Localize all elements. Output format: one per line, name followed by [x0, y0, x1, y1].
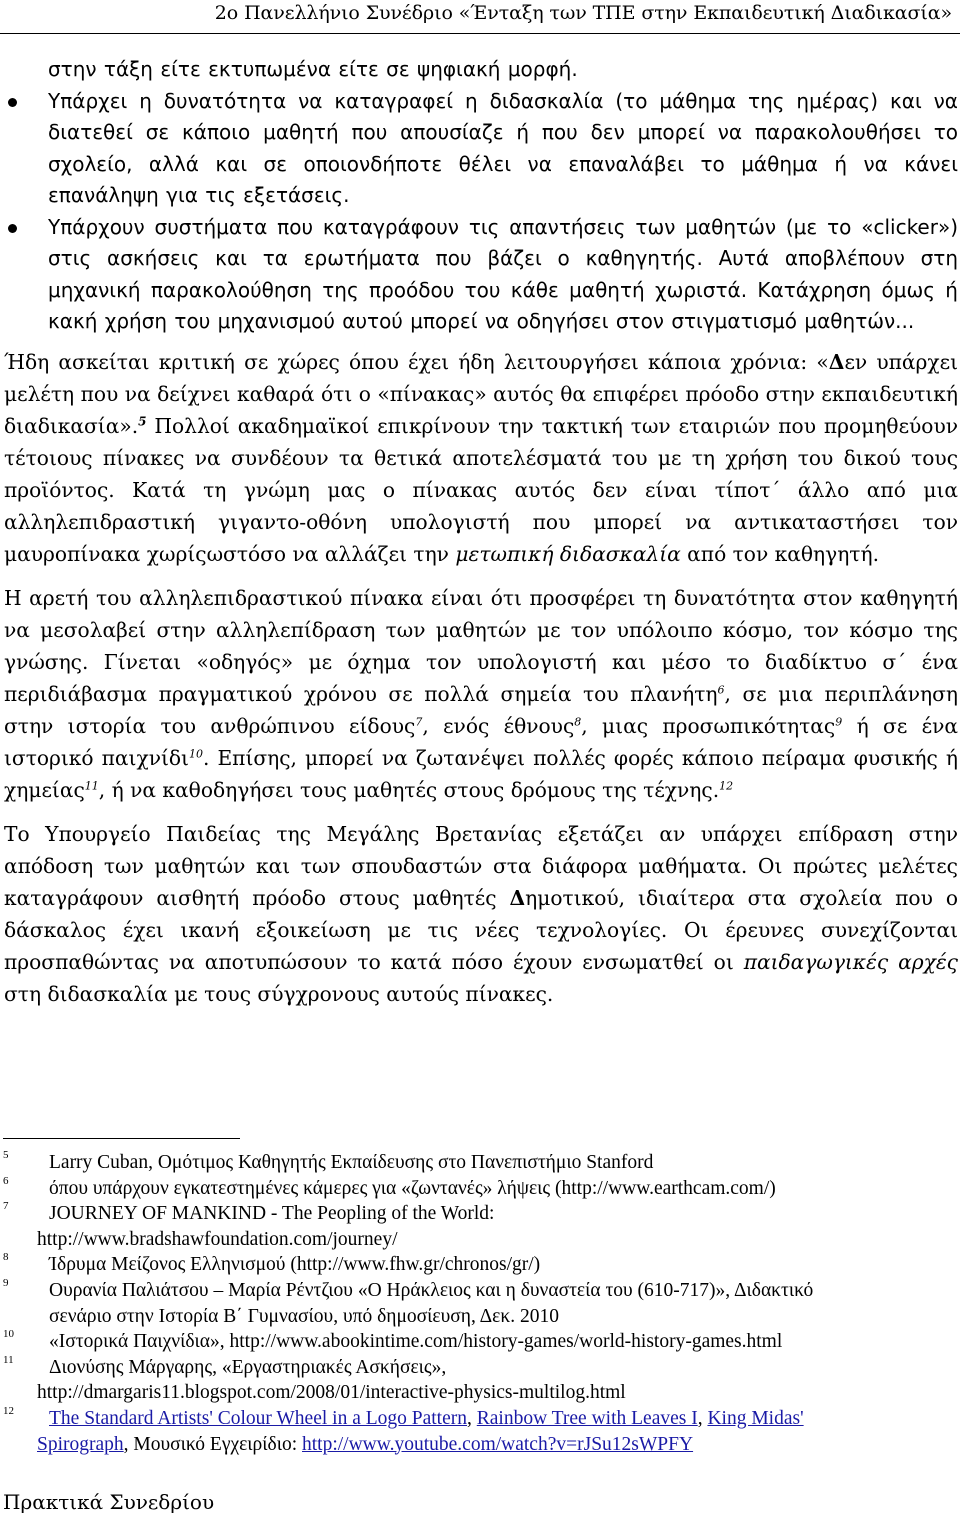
page-footer: Πρακτικά Συνεδρίου — [3, 1490, 215, 1514]
bullet-continuation: στην τάξη είτε εκτυπωμένα είτε σε ψηφιακή μορφή. — [48, 57, 578, 81]
footnote-ref-11[interactable]: 11 — [84, 778, 99, 792]
footnote-9-continuation: σενάριο στην Ιστορία Β΄ Γυμνασίου, υπό δημοσίευση, Δεκ. 2010 — [49, 1305, 559, 1327]
footnote-7-continuation: http://www.bradshawfoundation.com/journey/ — [37, 1228, 398, 1250]
footnote-text: «Ιστορικά Παιχνίδια», http://www.abookintime.com/history-games/world-history-games.html — [49, 1331, 783, 1353]
footnote-number: 7 — [3, 1200, 9, 1213]
paragraph-virtue: Η αρετή του αλληλεπιδραστικού πίνακα είναι ότι προσφέρει τη δυνατότητα στον καθηγητή να μεσολαβεί στην αλληλεπίδραση των μαθητών με τον υπόλοιπο κόσμο, τον κόσμο της γνώσης. Γίνεται «οδηγός» με όχημα τον υπολογιστή και μέσο το διαδίκτυο σ΄ ένα περιδιάβασμα πραγματικού χρόνου σε πολλά σημεία του πλανήτη$^6$, σε μια περιπλάνηση στην ιστορία του ανθρώπινου είδους$^7$, ενός έθνους$^8$, μιας προσωπικότητας$^9$ ή σε ένα ιστορικό παιχνίδι$^{10}$. Επίσης, μπορεί να ζωτανέψει πολλές φορές κάποιο πείραμα φυσικής ή χημείας$^{11}$, ή να καθοδηγήσει τους μαθητές στους δρόμους της τέχνης.$^{12}$ — [4, 585, 959, 802]
italic-term: μετωπική διδασκαλία — [455, 541, 681, 566]
bullet-text: Υπάρχουν συστήματα που καταγράφουν τις απαντήσεις των μαθητών (με το «clicker») στις ασκήσεις και τα ερωτήματα που βάζει ο καθηγητής. Αυτά αποβλέπουν στη μηχανική παρακολούθηση της προόδου του κάθε μαθητή χωριστά. Κατάχρηση όμως ή κακή χρήση του μηχανισμού αυτού μπορεί να οδηγήσει στον στιγματισμό μαθητών... — [48, 214, 958, 333]
footnote-number: 12 — [3, 1404, 14, 1417]
paragraph-criticism: Ήδη ασκείται κριτική σε χώρες όπου έχει ήδη λειτουργήσει κάποια χρόνια: «Δεν υπάρχει μελέτη που να δείχνει καθαρά ότι ο «πίνακας» αυτός θα επιφέρει πρόοδο στην εκπαιδευτική διαδικασία».$^5$ Πολλοί ακαδημαϊκοί επικρίνουν την τακτική των εταιριών που προμηθεύουν τέτοιους πίνακες να συνδέουν τα θετικά αποτελέσματά του με τη χρήση του δικού τους προϊόντος. Κατά τη γνώμη μας ο πίνακας αυτός δεν είναι τίποτ΄ άλλο από μια αλληλεπιδραστική γιγαντο-οθόνη υπολογιστή που μπορεί να αντικαταστήσει τον μαυροπίνακα χωρίςωστόσο να αλλάζει την μετωπική διδασκαλία από τον καθηγητή. — [4, 349, 958, 566]
link-spirograph[interactable]: Spirograph — [37, 1433, 124, 1455]
footnote-text: όπου υπάρχουν εγκατεστημένες κάμερες για «ζωντανές» λήψεις (http://www.earthcam.com/) — [49, 1177, 776, 1199]
footnote-text: Ίδρυμα Μείζονος Ελληνισμού (http://www.fhw.gr/chronos/gr/) — [49, 1254, 541, 1276]
footnote-12: 12 The Standard Artists' Colour Wheel in a Logo Pattern, Rainbow Tree with Leaves I, King Midas' — [0, 1406, 960, 1432]
footnote-text: Larry Cuban, Ομότιμος Καθηγητής Εκπαίδευσης στο Πανεπιστήμιο Stanford — [49, 1152, 654, 1173]
link-youtube[interactable]: http://www.youtube.com/watch?v=rJSu12sWPFY — [302, 1433, 694, 1455]
footnote-ref-7[interactable]: 7 — [415, 714, 423, 728]
bold-initial: Δ — [509, 885, 526, 910]
footnotes — [0, 1150, 960, 1457]
footnote-number: 6 — [3, 1174, 9, 1187]
footnote-number: 9 — [3, 1276, 9, 1289]
footnote-text: Διονύσης Μάργαρης, «Εργαστηριακές Ασκήσεις», — [49, 1356, 447, 1378]
bold-initial: Δ — [828, 349, 845, 374]
bullet-item-lecture-recording — [0, 86, 960, 212]
footnote-number: 10 — [3, 1328, 14, 1341]
bullet-icon — [8, 98, 17, 107]
page-body — [0, 54, 960, 1010]
running-header: 2ο Πανελλήνιο Συνέδριο «Ένταξη των ΤΠΕ στην Εκπαιδευτική Διαδικασία» — [214, 2, 952, 24]
footnote-rule — [3, 1138, 240, 1139]
footnote-ref-6[interactable]: 6 — [717, 682, 725, 696]
footnote-number: 11 — [3, 1353, 14, 1366]
footnote-7 — [0, 1201, 960, 1227]
footnote-6 — [0, 1176, 960, 1202]
link-king-midas[interactable]: King Midas' — [707, 1407, 804, 1429]
bullet-item-clicker — [0, 212, 960, 338]
paragraph-ministry: Το Υπουργείο Παιδείας της Μεγάλης Βρετανίας εξετάζει αν υπάρχει επίδραση στην απόδοση των μαθητών και των σπουδαστών στα διάφορα μαθήματα. Οι πρώτες μελέτες καταγράφουν αισθητή πρόοδο στους μαθητές Δημοτικού, ιδιαίτερα στα σχολεία που ο δάσκαλος έχει ικανή εξοικείωση με τις νέες τεχνολογίες. Οι έρευνες συνεχίζονται προσπαθώντας να αποτυπώσουν το κατά πόσο έχουν ενσωματθεί οι παιδαγωγικές αρχές στη διδασκαλία με τους σύγχρονους αυτούς πίνακες. — [4, 821, 958, 1006]
footnote-ref-12[interactable]: 12 — [719, 778, 734, 792]
bullet-icon — [8, 224, 17, 233]
footnote-number: 5 — [3, 1149, 9, 1161]
footnote-11-continuation: http://dmargaris11.blogspot.com/2008/01/interactive-physics-multilog.html — [37, 1382, 626, 1404]
footnote-5 — [0, 1150, 960, 1176]
footnote-11 — [0, 1355, 960, 1381]
bullet-text: Υπάρχει η δυνατότητα να καταγραφεί η διδασκαλία (το μάθημα της ημέρας) και να διατεθεί σε κάποιο μαθητή που απουσίαζε ή που δεν μπορεί να παρακολουθήσει το σχολείο, αλλά και σε οποιονδήποτε θέλει να επαναλάβει το μάθημα ή να κάνει επανάληψη για τις εξετάσεις. — [48, 88, 958, 207]
footnote-text: Ουρανία Παλιάτσου – Μαρία Ρέντζιου «Ο Ηράκλειος και η δυναστεία του (610-717)», Διδακτικό — [49, 1279, 814, 1301]
bullet-list — [0, 54, 960, 338]
link-colour-wheel[interactable]: The Standard Artists' Colour Wheel in a Logo Pattern — [49, 1407, 467, 1429]
footnote-ref-10[interactable]: 10 — [188, 746, 203, 760]
footnote-ref-5[interactable]: 5 — [138, 413, 147, 428]
link-rainbow-tree[interactable]: Rainbow Tree with Leaves I — [476, 1407, 698, 1429]
footnote-number: 8 — [3, 1251, 9, 1264]
header-rule — [0, 33, 960, 34]
footnote-9 — [0, 1278, 960, 1304]
footnote-ref-9[interactable]: 9 — [835, 714, 843, 728]
italic-term: παιδαγωγικές αρχές — [743, 949, 958, 974]
footnote-10 — [0, 1329, 960, 1355]
footnote-text: JOURNEY OF MANKIND - The Peopling of the World: — [49, 1203, 495, 1225]
footnote-8 — [0, 1252, 960, 1278]
footnote-12-continuation: Spirograph, Μουσικό Εγχειρίδιο: http://www.youtube.com/watch?v=rJSu12sWPFY — [37, 1433, 694, 1455]
footnote-ref-8[interactable]: 8 — [574, 714, 582, 728]
